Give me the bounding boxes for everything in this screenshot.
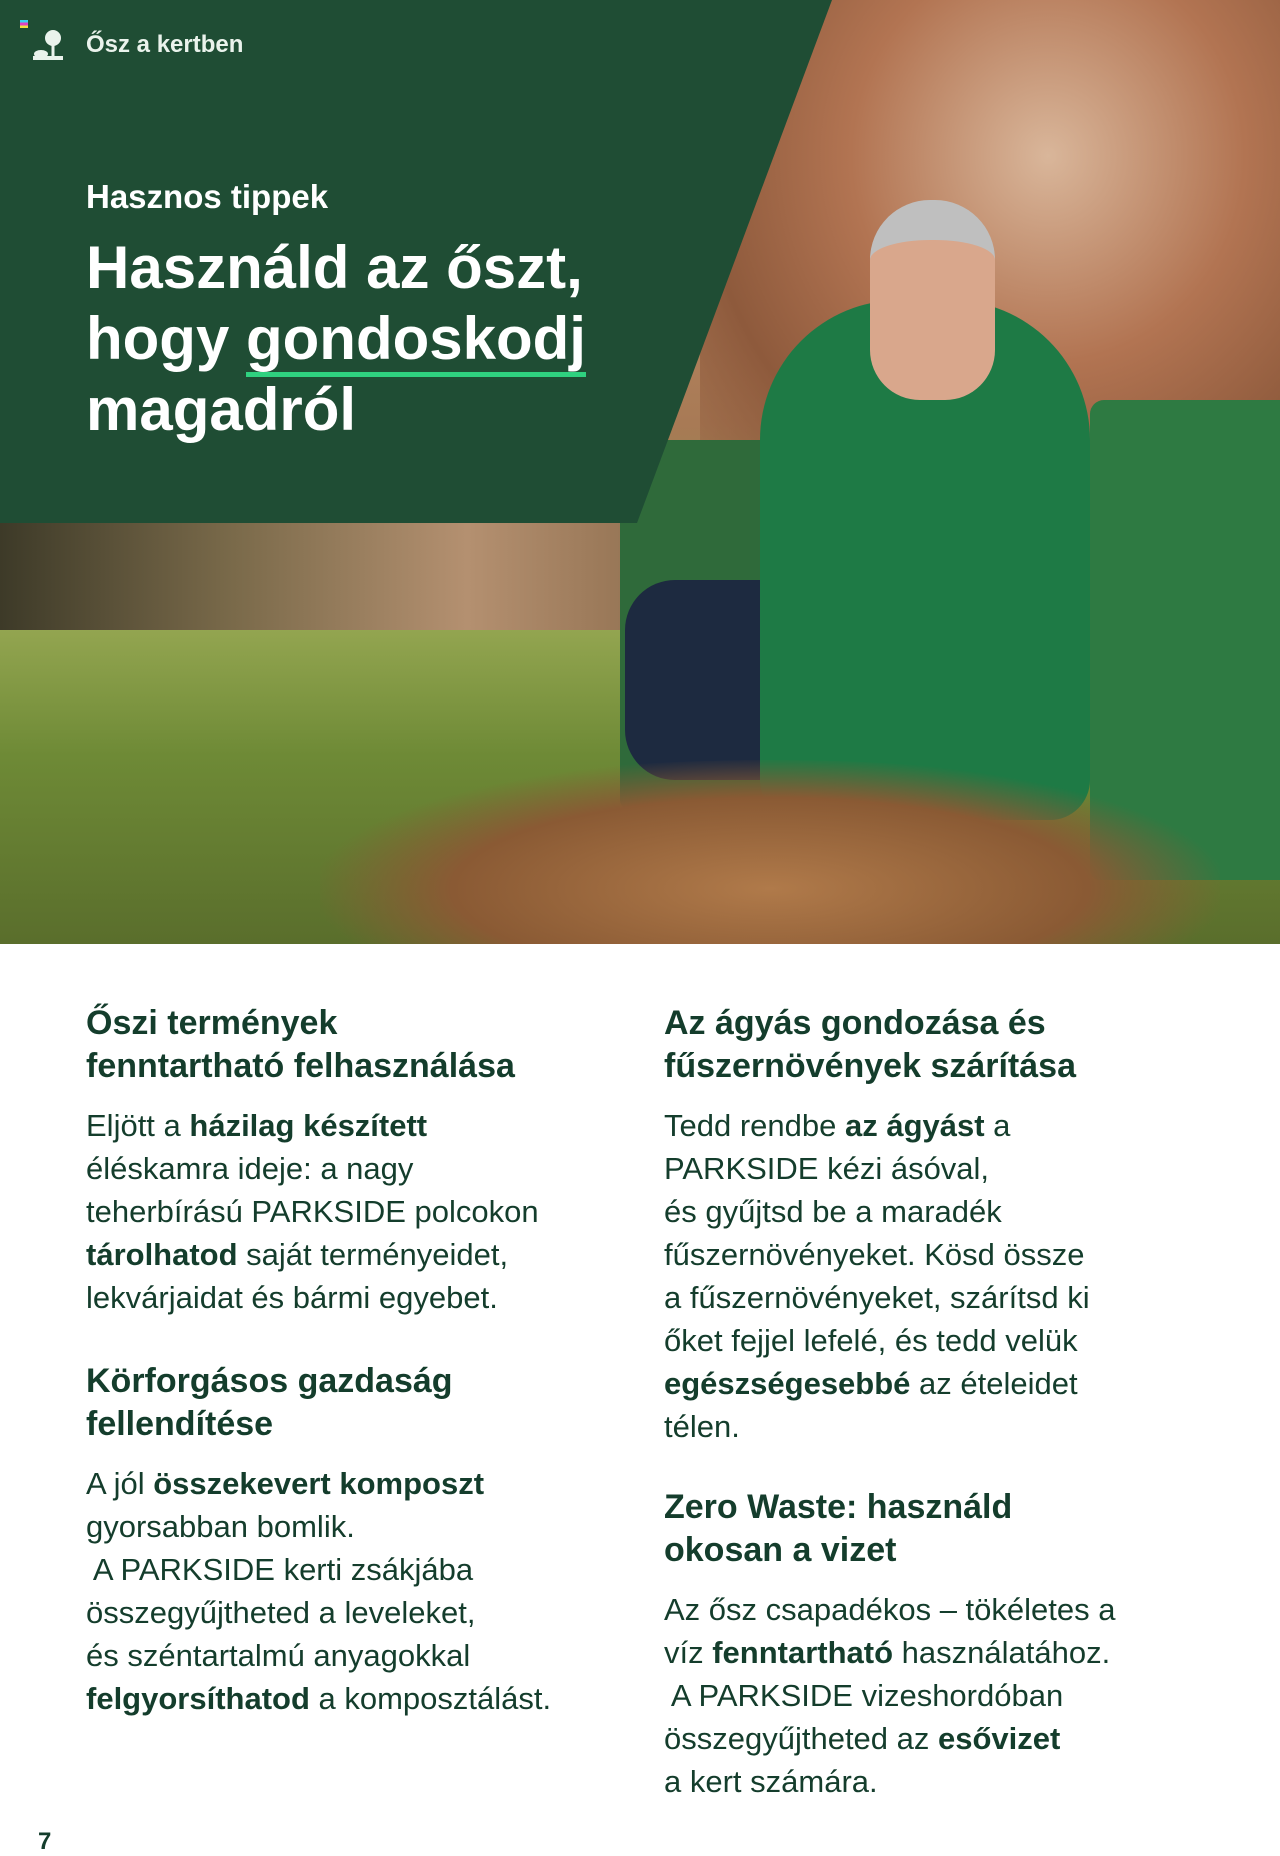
body-text: Tedd rendbe [664,1108,845,1143]
bold-text: fenntartható [712,1635,894,1670]
body-text: télen. [664,1409,740,1444]
print-mark [20,20,28,28]
body-text: A jól [86,1466,154,1501]
body-line [86,1591,646,1634]
body-line [664,1588,1224,1631]
body-text: összegyűjtheted a leveleket, [86,1595,476,1630]
heading-line: Zero Waste: használd [664,1488,1013,1526]
heading-line: Az ágyás gondozása és [664,1004,1046,1042]
body-line [664,1674,1224,1717]
title-line: magadról [86,376,357,443]
heading-line: Körforgásos gazdaság [86,1362,453,1400]
body-text: a komposztálást. [309,1681,552,1716]
heading-line: fűszernövények szárítása [664,1047,1076,1085]
body-text: fűszernövényeket. Kösd össze [664,1237,1085,1272]
bold-text: összekevert komposzt [153,1466,485,1501]
body-text: éléskamra ideje: a nagy [86,1151,414,1186]
heading-line: okosan a vizet [664,1531,897,1569]
body-text: A PARKSIDE vizeshordóban [664,1678,1064,1713]
body-text: lekvárjaidat és bármi egyebet. [86,1280,498,1315]
bold-text: esővizet [938,1721,1061,1756]
body-text: Eljött a [86,1108,190,1143]
body-line [86,1677,646,1720]
article-left-2 [86,1360,646,1720]
body-line [664,1147,1224,1190]
title-line: Használd az őszt, [86,234,583,301]
body-text: víz [664,1635,713,1670]
body-line [664,1631,1224,1674]
body-text: az ételeidet [910,1366,1078,1401]
title-text: hogy [86,305,246,372]
article-body [86,1462,646,1720]
body-line [86,1276,646,1319]
article-heading [664,1002,1224,1088]
article-right-2 [664,1486,1224,1803]
body-line [664,1760,1224,1803]
body-text: A PARKSIDE kerti zsákjába [86,1552,474,1587]
page-title [86,232,586,445]
background-trees [0,520,700,640]
body-text: a fűszernövényeket, szárítsd ki [664,1280,1090,1315]
body-text: PARKSIDE kézi ásóval, [664,1151,990,1186]
bold-text: egészségesebbé [664,1366,911,1401]
body-text: összegyűjtheted az [664,1721,939,1756]
body-text: saját terményeidet, [237,1237,509,1272]
bold-text: az ágyást [844,1108,985,1143]
article-heading [664,1486,1224,1572]
bold-text: tárolhatod [86,1237,238,1272]
body-text: a kert számára. [664,1764,878,1799]
body-line [86,1505,646,1548]
article-left-1 [86,1002,646,1319]
body-line [664,1190,1224,1233]
body-line [86,1147,646,1190]
body-text: és széntartalmú anyagokkal [86,1638,471,1673]
heading-line: fellendítése [86,1405,274,1443]
body-line [86,1190,646,1233]
body-text: gyorsabban bomlik. [86,1509,355,1544]
body-line [664,1276,1224,1319]
title-line [86,303,586,374]
article-body [86,1104,646,1319]
tree-icon [31,29,65,63]
body-line [664,1362,1224,1405]
body-line [86,1104,646,1147]
body-line [664,1319,1224,1362]
body-text: használatához. [893,1635,1111,1670]
leaf-pile [320,760,1220,944]
body-line [86,1548,646,1591]
body-line [664,1405,1224,1448]
body-line [86,1462,646,1505]
article-body [664,1588,1224,1803]
body-line [664,1717,1224,1760]
article-right-1 [664,1002,1224,1448]
body-text: őket fejjel lefelé, és tedd velük [664,1323,1078,1358]
heading-line: fenntartható felhasználása [86,1047,515,1085]
article-heading [86,1360,646,1446]
body-text: Az ősz csapadékos – tökéletes a [664,1592,1116,1627]
body-text: teherbírású PARKSIDE polcokon [86,1194,539,1229]
title-highlight: gondoskodj [246,305,586,377]
bold-text: felgyorsíthatod [86,1681,310,1716]
article-heading [86,1002,646,1088]
article-body [664,1104,1224,1448]
section-title: Ősz a kertben [86,31,244,58]
body-line [664,1104,1224,1147]
bold-text: házilag készített [189,1108,428,1143]
page-number: 7 [38,1828,52,1855]
body-line [86,1634,646,1677]
heading-line: Őszi termények [86,1004,338,1042]
kicker: Hasznos tippek [86,178,329,215]
body-text: és gyűjtsd be a maradék [664,1194,1002,1229]
body-text: a [984,1108,1011,1143]
body-line [86,1233,646,1276]
body-line [664,1233,1224,1276]
man-head [870,200,995,400]
